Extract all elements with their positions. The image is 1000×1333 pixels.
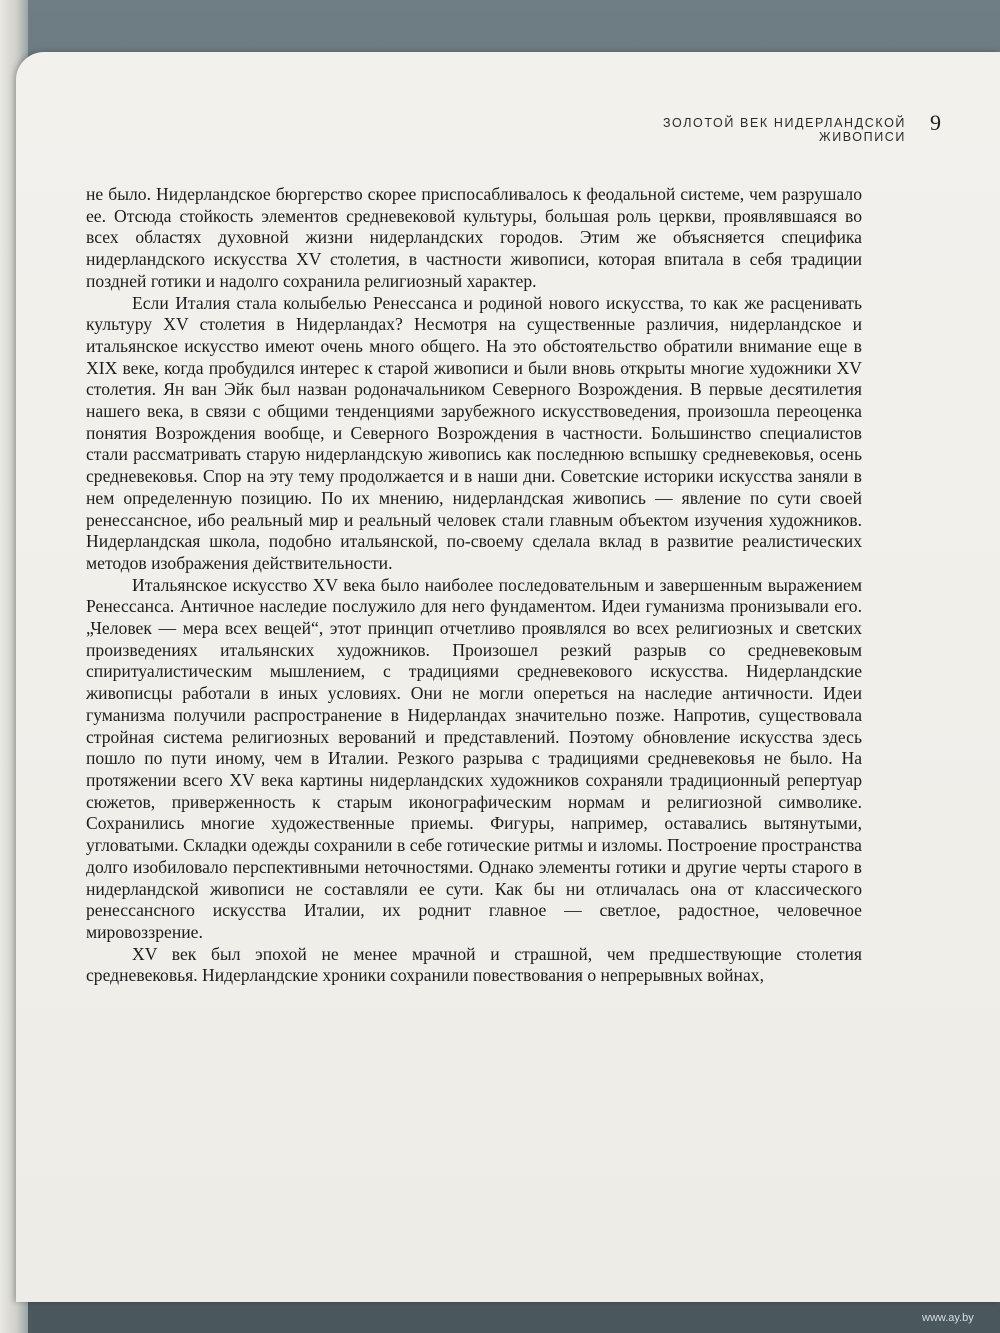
- paragraph-3: Итальянское искусство XV века было наиболее последовательным и завершенным выражением Ренессанса. Античное наследие послужило для него фундаментом. Идеи гуманизма пронизывали его. „Человек — мера всех вещей“, этот принцип отчетливо проявлялся во всех религиозных и светских произведениях итальянских художников. Произошел резкий разрыв со средневековым спиритуалистическим мышлением, с традициями средневекового искусства. Нидерландские живописцы работали в иных условиях. Они не могли опереться на наследие античности. Идеи гуманизма получили распространение в Нидерландах значительно позже. Напротив, существовала стройная система религиозных верований и представлений. Поэтому обновление искусства здесь пошло по пути иному, чем в Италии. Резкого разрыва с традициями средневековья не было. На протяжении всего XV века картины нидерландских художников сохраняли традиционный репертуар сюжетов, приверженность к старым иконографическим нормам и религиозной символике. Сохранились многие художественные приемы. Фигуры, например, оставались вытянутыми, угловатыми. Складки одежды сохранили в себе готические ритмы и изломы. Построение пространства долго изобиловало перспективными неточностями. Однако элементы готики и другие черты старого в нидерландской живописи не составляли ее сути. Как бы ни отличалась она от классического ренессансного искусства Италии, их роднит главное — светлое, радостное, человечное мировоззрение.: [86, 574, 862, 942]
- paragraph-4: XV век был эпохой не менее мрачной и страшной, чем предшествующие столетия средневековья. Нидерландские хроники сохранили повествования о непрерывных войнах,: [86, 943, 862, 986]
- page-number: 9: [930, 110, 941, 135]
- running-title: ЗОЛОТОЙ ВЕК НИДЕРЛАНДСКОЙ ЖИВОПИСИ: [663, 116, 906, 144]
- body-text: [86, 184, 862, 987]
- paragraph-1: не было. Нидерландское бюргерство скорее приспосабливалось к феодальной системе, чем разрушало ее. Отсюда стойкость элементов средневековой культуры, большая роль церкви, проявлявшаяся во всех областях духовной жизни нидерландских городов. Этим же объясняется специфика нидерландского искусства XV столетия, в частности живописи, которая впитала в себя традиции поздней готики и надолго сохранила религиозный характер.: [86, 184, 862, 291]
- book-page: [16, 52, 1000, 1302]
- watermark: www.ay.by: [922, 1312, 974, 1324]
- paragraph-2: Если Италия стала колыбелью Ренессанса и родиной нового искусства, то как же расценивать культуру XV столетия в Нидерландах? Несмотря на существенные различия, нидерландское и итальянское искусство имеют очень много общего. На это обстоятельство обратили внимание еще в XIX веке, когда пробудился интерес к старой живописи и были вновь открыты многие художники XV столетия. Ян ван Эйк был назван родоначальником Северного Возрождения. В первые десятилетия нашего века, в связи с общими тенденциями зарубежного искусствоведения, произошла переоценка понятия Возрождения вообще, и Северного Возрождения в частности. Большинство специалистов стали рассматривать старую нидерландскую живопись как последнюю вспышку средневековья, осень средневековья. Спор на эту тему продолжается и в наши дни. Советские историки искусства заняли в нем определенную позицию. По их мнению, нидерландская живопись — явление по сути своей ренессансное, ибо реальный мир и реальный человек стали главным объектом изучения художников. Нидерландская школа, подобно итальянской, по-своему сделала вклад в развитие реалистических методов изображения действительности.: [86, 292, 862, 573]
